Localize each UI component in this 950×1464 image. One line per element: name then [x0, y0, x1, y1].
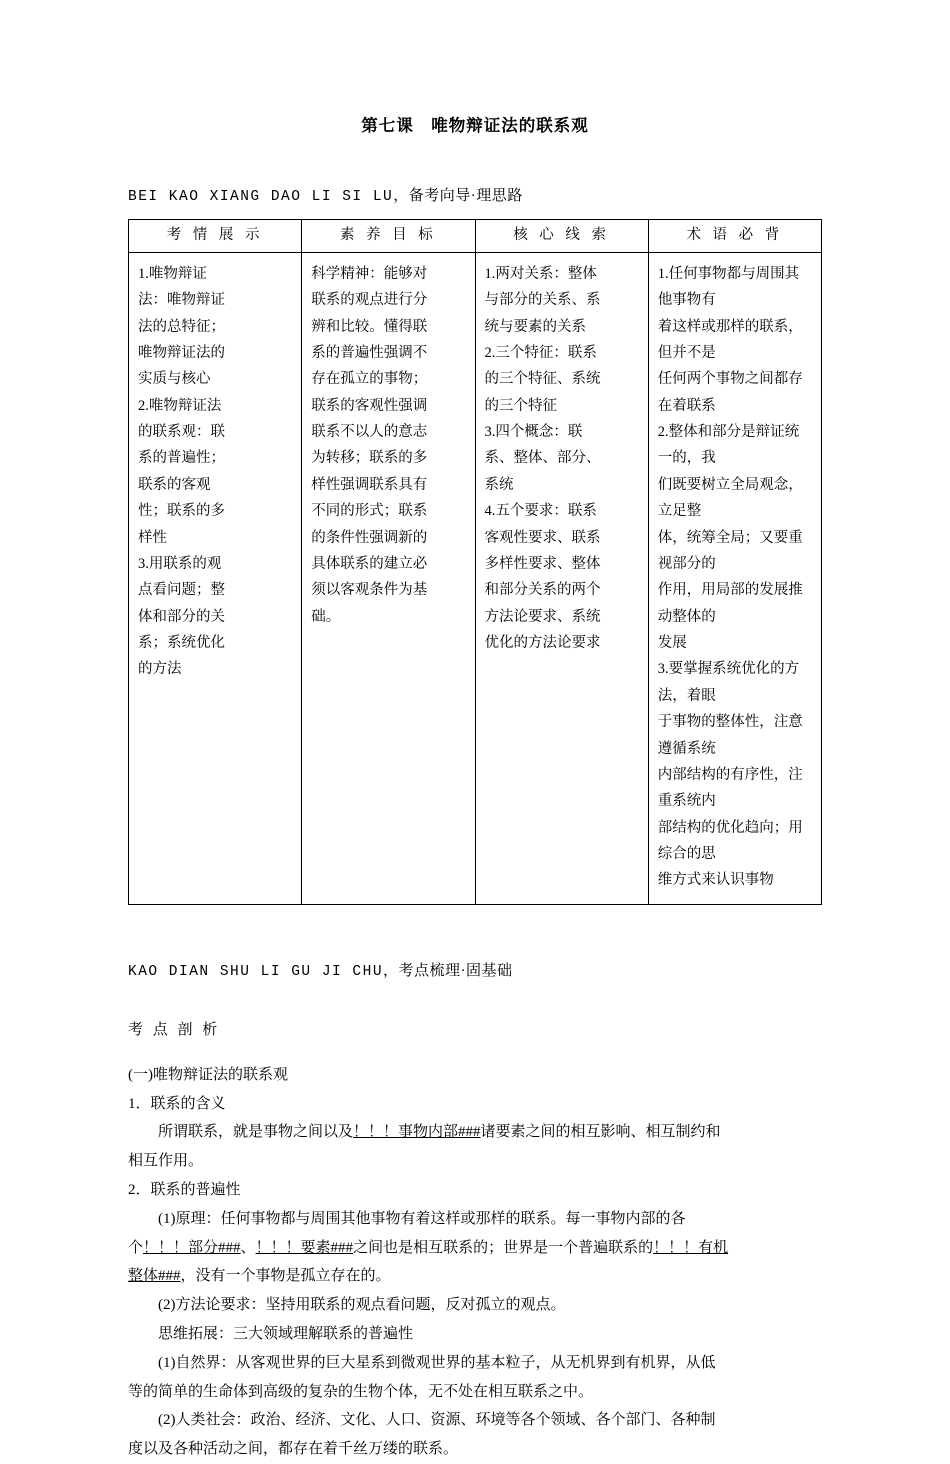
cell-line: 性；联系的多: [138, 503, 225, 520]
cell-line: 3.要掌握系统优化的方法，着眼: [657, 661, 800, 704]
item-1-para-b: 相互作用。: [128, 1153, 204, 1170]
cell-line: 2.三个特征：联系: [484, 344, 597, 361]
body-content: [128, 1061, 822, 1464]
cell-line: 法：唯物辩证: [138, 292, 225, 309]
cell-line: 3.四个概念：联: [484, 424, 583, 440]
item-2-para-a: (1)原理：任何事物都与周围其他事物有着这样或那样的联系。每一事物内部的各: [158, 1210, 686, 1227]
cell-line: 1.任何事物都与周围其他事物有: [657, 265, 800, 309]
cell-line: 维方式来认识事物: [657, 872, 774, 889]
cell-line: 法的总特征；: [138, 318, 225, 335]
cell-line: 方法论要求、系统: [484, 608, 601, 625]
cell-line: 础。: [311, 608, 341, 625]
cell-line: 联系的客观性强调: [311, 397, 428, 414]
section-pinyin: BEI KAO XIANG DAO LI SI LU: [128, 189, 394, 205]
cell-line: 系；系统优化: [138, 635, 225, 651]
table-header-row: [129, 220, 822, 253]
society-para-b: 度以及各种活动之间，都存在着千丝万缕的联系。: [128, 1441, 459, 1458]
cell-line: 2.整体和部分是辩证统一的，我: [657, 424, 800, 467]
cell-line: 实质与核心: [138, 371, 211, 388]
header-kaoqing: 考 情 展 示: [129, 220, 302, 253]
page-title: 第七课 唯物辩证法的联系观: [361, 116, 589, 135]
item-1-title: 1．联系的含义: [128, 1095, 226, 1112]
cell-line: 不同的形式；联系: [311, 503, 428, 520]
item-2-para-d: (2)方法论要求：坚持用联系的观点看问题，反对孤立的观点。: [158, 1297, 566, 1314]
cell-line: 统与要素的关系: [484, 318, 586, 335]
header-suyang: 素 养 目 标: [302, 220, 475, 253]
cell-line: 唯物辩证法的: [138, 344, 225, 361]
cell-line: 的三个特征: [484, 397, 557, 414]
cell-line: 着这样或那样的联系，但并不是: [657, 318, 803, 361]
society-para-a: (2)人类社会：政治、经济、文化、人口、资源、环境等各个领域、各个部门、各种制: [158, 1412, 716, 1429]
cell-line: 系的普遍性强调不: [311, 344, 428, 361]
kaodian-pouxi-heading: 考 点 剖 析: [128, 1021, 221, 1038]
cell-line: 作用，用局部的发展推动整体的: [657, 582, 803, 625]
cell-line: 存在孤立的事物；: [311, 371, 428, 388]
thinking-expand: 思维拓展：三大领域理解联系的普遍性: [158, 1325, 414, 1342]
cell-line: 样性: [138, 529, 167, 546]
section-cn-2: ，考点梳理·固基础: [383, 962, 513, 979]
nature-para-b: 等的简单的生命体到高级的复杂的生物个体，无不处在相互联系之中。: [128, 1383, 594, 1400]
heading-one: (一)唯物辩证法的联系观: [128, 1066, 288, 1083]
cell-line: 的方法: [138, 661, 182, 678]
cell-line: 与部分的关系、系: [484, 292, 601, 309]
section-heading-kaodian: [128, 959, 822, 980]
header-shuyu: 术 语 必 背: [648, 220, 821, 253]
cell-line: 内部结构的有序性，注重系统内: [657, 766, 803, 810]
cell-line: 体，统筹全局；又要重视部分的: [657, 529, 803, 572]
item-2-para-b: 个！！！部分###、！！！要素###之间也是相互联系的；世界是一个普遍联系的！！！有机: [128, 1239, 729, 1256]
cell-line: 点看问题；整: [138, 582, 225, 599]
item-2-title: 2．联系的普遍性: [128, 1181, 241, 1198]
cell-line: 须以客观条件为基: [311, 582, 428, 599]
cell-line: 辨和比较。懂得联: [311, 318, 428, 335]
cell-line: 的联系观：联: [138, 424, 225, 440]
header-hexin: 核 心 线 索: [475, 220, 648, 253]
cell-line: 任何两个事物之间都存在着联系: [657, 371, 803, 414]
cell-line: 系的普遍性；: [138, 450, 225, 467]
cell-line: 优化的方法论要求: [484, 635, 601, 651]
cell-line: 1.两对关系：整体: [484, 265, 597, 282]
cell-line: 的三个特征、系统: [484, 371, 601, 388]
cell-line: 系统: [484, 476, 514, 493]
cell-line: 3.用联系的观: [138, 555, 222, 572]
section-pinyin-2: KAO DIAN SHU LI GU JI CHU: [128, 963, 384, 980]
cell-line: 联系不以人的意志: [311, 424, 428, 440]
cell-line: 联系的客观: [138, 476, 211, 493]
section-cn: ，备考向导·理思路: [393, 188, 523, 204]
cell-line: 和部分关系的两个: [484, 582, 601, 599]
cell-line: 系、整体、部分、: [484, 450, 601, 467]
cell-line: 多样性要求、整体: [484, 555, 601, 572]
cell-line: 客观性要求、联系: [484, 529, 601, 546]
cell-line: 体和部分的关: [138, 608, 225, 625]
cell-shuyu: [648, 252, 821, 904]
cell-line: 的条件性强调新的: [311, 529, 428, 546]
item-1-para-a: 所谓联系，就是事物之间以及！！！事物内部###诸要素之间的相互影响、相互制约和: [158, 1124, 721, 1141]
cell-line: 样性强调联系具有: [311, 476, 428, 493]
cell-kaoqing: [129, 252, 302, 904]
table-row: [129, 252, 822, 904]
cell-line: 1.唯物辩证: [138, 265, 207, 282]
cell-line: 为转移；联系的多: [311, 450, 428, 467]
section-heading-beikao: [128, 184, 822, 205]
cell-line: 4.五个要求：联系: [484, 503, 597, 520]
cell-line: 部结构的优化趋向；用综合的思: [657, 819, 803, 862]
cell-line: 2.唯物辩证法: [138, 397, 222, 414]
item-2-para-c: 整体###，没有一个事物是孤立存在的。: [128, 1268, 391, 1285]
cell-line: 科学精神：能够对: [311, 265, 428, 282]
document-page: [0, 112, 950, 1456]
cell-hexin: [475, 252, 648, 904]
cell-line: 具体联系的建立必: [311, 555, 428, 572]
guide-table: [128, 219, 822, 905]
nature-para-a: (1)自然界：从客观世界的巨大星系到微观世界的基本粒子，从无机界到有机界，从低: [158, 1354, 716, 1371]
cell-suyang: [302, 252, 475, 904]
cell-line: 们既要树立全局观念，立足整: [657, 476, 803, 520]
cell-line: 联系的观点进行分: [311, 292, 428, 309]
cell-line: 于事物的整体性，注意遵循系统: [657, 714, 803, 757]
cell-line: 发展: [657, 635, 687, 651]
